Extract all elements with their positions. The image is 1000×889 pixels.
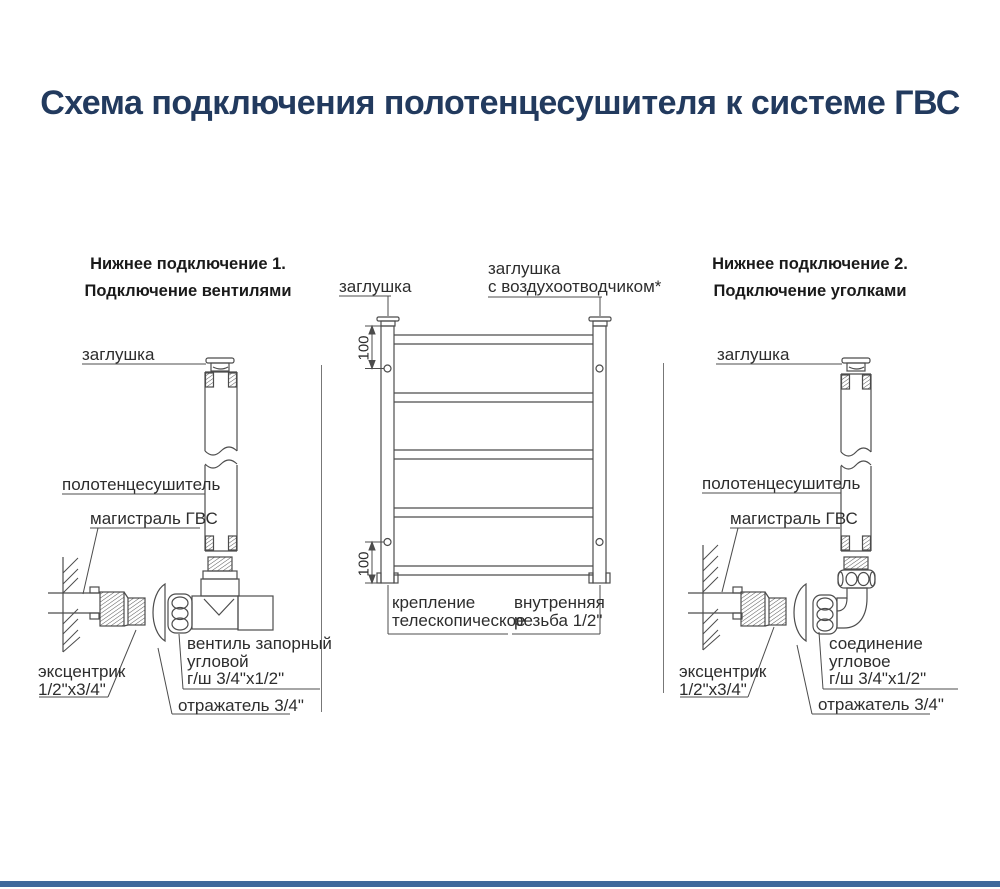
right-heading-line1: Нижнее подключение 2. — [712, 255, 908, 273]
center-mount-line1: крепление — [392, 593, 476, 612]
right-elbow-line2: угловое — [829, 651, 891, 671]
left-valve-label — [187, 635, 332, 688]
right-heading-line2: Подключение уголками — [713, 282, 907, 300]
left-valve-line3: г/ш 3/4"х1/2" — [187, 669, 285, 688]
right-reflector-label: отражатель 3/4" — [818, 695, 944, 714]
right-eccentric-line2: 1/2"х3/4" — [679, 679, 747, 699]
left-plug-label: заглушка — [82, 345, 155, 364]
right-hot-water-main-label: магистраль ГВС — [730, 509, 858, 528]
footer-accent-bar — [0, 881, 1000, 887]
center-air-vent-line1: заглушка — [488, 259, 561, 278]
left-eccentric-label — [38, 663, 125, 698]
right-eccentric-label — [679, 663, 766, 698]
left-eccentric-line2: 1/2"х3/4" — [38, 679, 106, 699]
right-elbow-line3: г/ш 3/4"х1/2" — [829, 669, 927, 688]
left-valve-line2: угловой — [187, 651, 249, 671]
right-plug-label: заглушка — [717, 345, 790, 364]
left-hot-water-main-label: магистраль ГВС — [90, 509, 218, 528]
left-heading-line2: Подключение вентилями — [84, 282, 292, 300]
center-thread-line1: внутренняя — [514, 593, 605, 612]
center-plug-label: заглушка — [339, 277, 412, 296]
right-elbow-label — [829, 635, 926, 688]
center-thread-line2: резьба 1/2" — [514, 611, 603, 630]
center-mount-label — [392, 594, 526, 630]
center-diagram-art — [339, 296, 664, 693]
right-towel-rail-label: полотенцесушитель — [702, 474, 861, 493]
center-mount-line2: телескопическое — [392, 611, 526, 630]
left-valve-line1: вентиль запорный — [187, 634, 332, 653]
left-reflector-label: отражатель 3/4" — [178, 696, 304, 715]
right-elbow-line1: соединение — [829, 634, 923, 653]
center-air-vent-line2: с воздухоотводчиком* — [488, 276, 662, 296]
left-eccentric-line1: эксцентрик — [38, 662, 126, 681]
center-air-vent-plug-label — [488, 260, 661, 295]
page-title: Схема подключения полотенцесушителя к системе ГВС — [40, 84, 960, 122]
center-thread-label — [514, 594, 605, 630]
left-heading-line1: Нижнее подключение 1. — [90, 255, 286, 273]
dimension-top-label: 100 — [355, 335, 373, 361]
dimension-bottom-label: 100 — [355, 551, 373, 577]
left-towel-rail-label: полотенцесушитель — [62, 475, 221, 494]
right-eccentric-line1: эксцентрик — [679, 662, 767, 681]
